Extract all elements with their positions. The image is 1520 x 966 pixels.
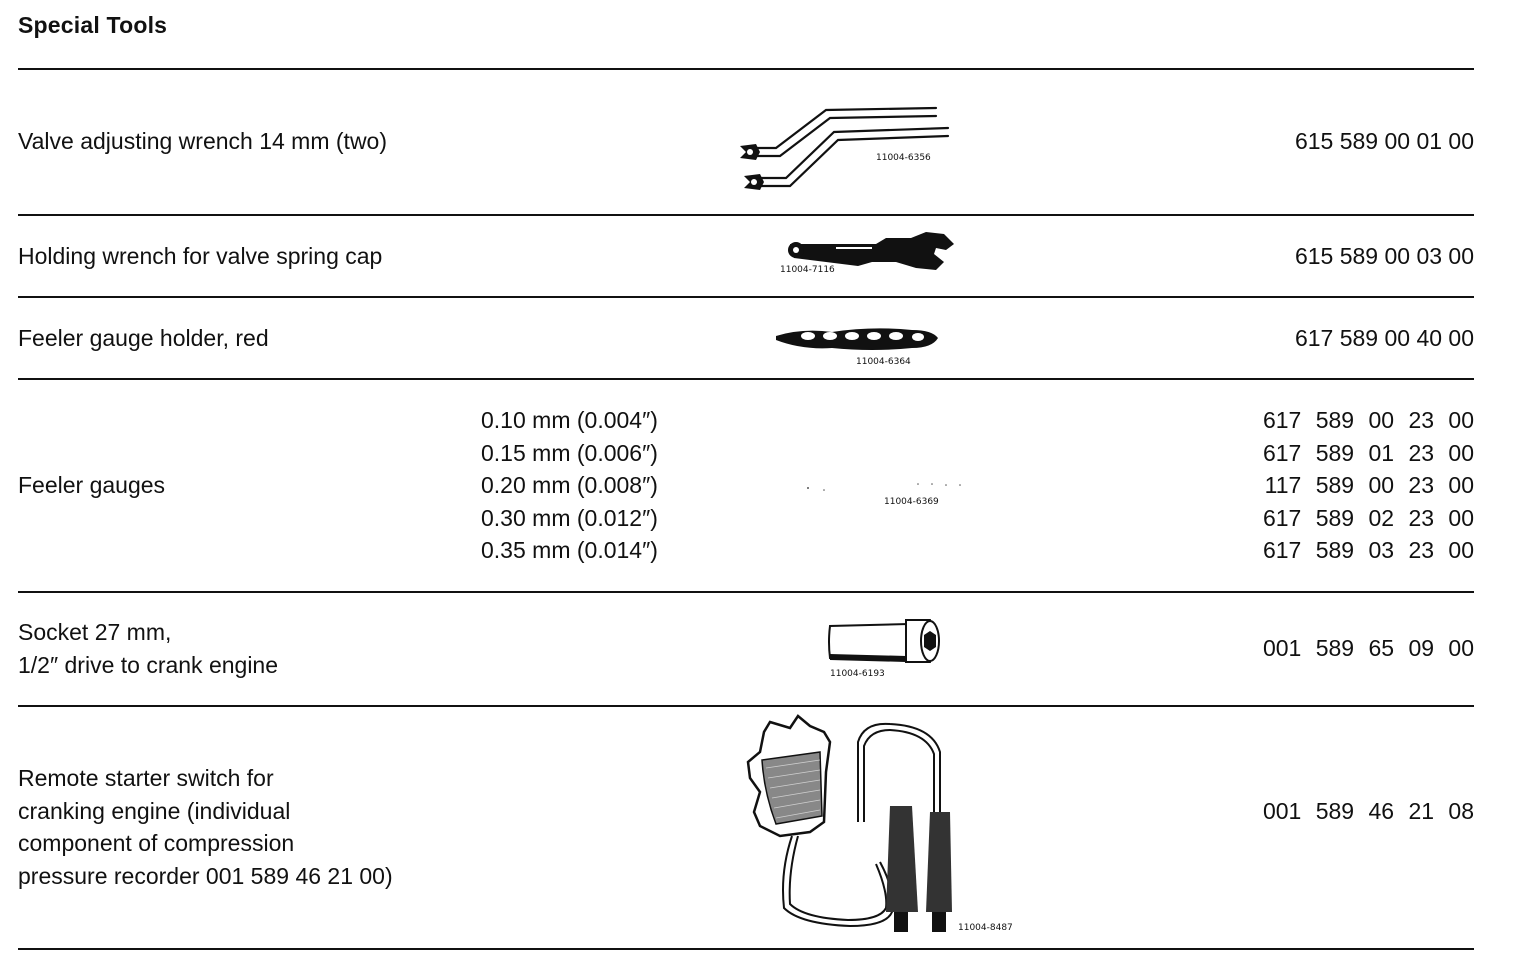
part-numbers — [1263, 404, 1474, 567]
gauge-size: 0.10 mm (0.004″) — [481, 407, 658, 433]
part-number: 617 589 02 23 00 — [1262, 504, 1474, 531]
tool-name: Feeler gauges — [18, 472, 166, 498]
tool-name — [18, 616, 278, 681]
valve-adjusting-wrench-icon — [736, 100, 966, 195]
gauge-size: 0.15 mm (0.006″) — [481, 439, 658, 466]
divider — [18, 296, 1474, 298]
divider — [18, 591, 1474, 593]
figure-code: 11004-6369 — [884, 497, 939, 507]
part-number: 617 589 00 23 00 — [1262, 407, 1474, 433]
tool-name-line: Socket 27 mm, — [18, 619, 172, 645]
page-title: Special Tools — [18, 12, 168, 38]
part-number: 117 589 00 23 00 — [1264, 472, 1474, 498]
part-number: 617 589 00 40 00 — [1294, 325, 1474, 351]
tool-name: Feeler gauge holder, red — [18, 325, 269, 351]
gauge-size: 0.30 mm (0.012″) — [481, 504, 658, 531]
tool-name-line: 1/2″ drive to crank engine — [18, 651, 279, 678]
part-number: 617 589 01 23 00 — [1262, 439, 1474, 466]
feeler-gauge-holder-icon — [772, 318, 952, 370]
part-number: 615 589 00 01 00 — [1294, 128, 1474, 154]
tool-name-line: cranking engine (individual — [18, 797, 291, 824]
tool-name: Holding wrench for valve spring cap — [18, 243, 383, 269]
tool-name — [18, 762, 393, 892]
part-number: 001 589 46 21 08 — [1262, 798, 1474, 824]
figure-code: 11004-8487 — [958, 923, 1013, 933]
divider — [18, 705, 1474, 707]
tool-name-line: Remote starter switch for — [18, 765, 274, 791]
divider — [18, 68, 1474, 70]
figure-code: 11004-6364 — [856, 357, 911, 367]
tool-name-line: component of compression — [18, 830, 295, 856]
figure-code: 11004-6356 — [876, 153, 931, 163]
feeler-gauge-sizes — [481, 404, 658, 567]
gauge-size: 0.20 mm (0.008″) — [481, 472, 658, 498]
gauge-size: 0.35 mm (0.014″) — [481, 537, 658, 563]
tool-name-line: pressure recorder 001 589 46 21 00) — [18, 862, 393, 889]
figure-code: 11004-7116 — [780, 265, 835, 275]
divider — [18, 214, 1474, 216]
socket-icon — [826, 616, 956, 682]
part-number: 001 589 65 09 00 — [1262, 635, 1474, 661]
part-number: 615 589 00 03 00 — [1294, 243, 1474, 269]
figure-code: 11004-6193 — [830, 669, 885, 679]
divider — [18, 948, 1474, 950]
remote-starter-switch-icon — [740, 712, 1040, 942]
feeler-gauges-icon — [800, 476, 980, 510]
holding-wrench-icon — [776, 228, 966, 278]
tool-name: Valve adjusting wrench 14 mm (two) — [18, 128, 387, 154]
part-number: 617 589 03 23 00 — [1262, 537, 1474, 563]
divider — [18, 378, 1474, 380]
